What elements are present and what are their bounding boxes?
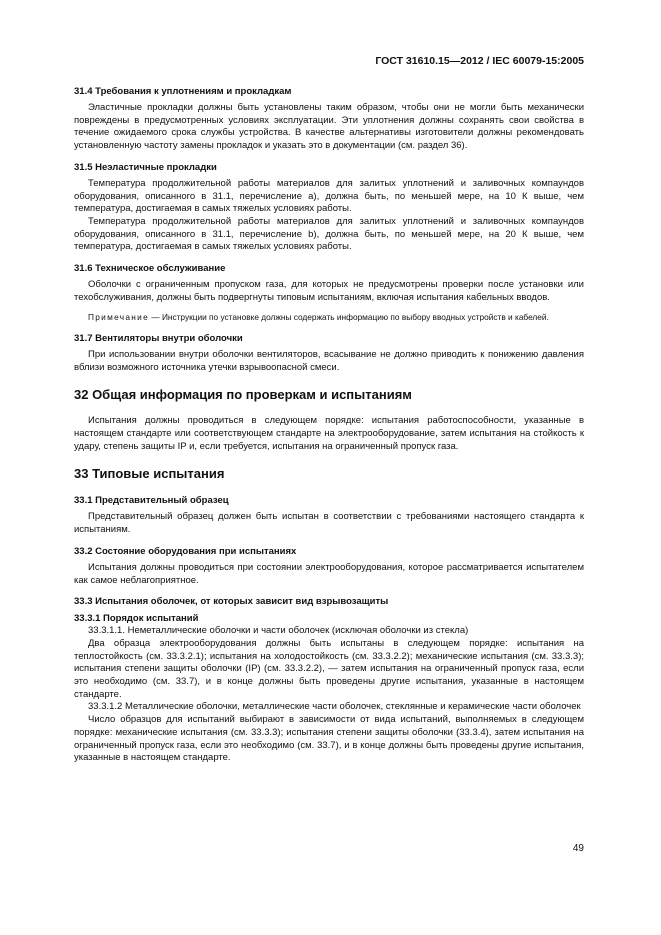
- section-33-1-paragraph: Представительный образец должен быть испытан в соответствии с требованиями настоящего стандарта к испытаниям.: [74, 511, 584, 536]
- section-32-title: 32 Общая информация по проверкам и испытаниям: [74, 387, 412, 403]
- document-header: ГОСТ 31610.15—2012 / IEC 60079-15:2005: [375, 55, 584, 67]
- section-33-3-1-1-heading: 33.3.1.1. Неметаллические оболочки и части оболочек (исключая оболочки из стекла): [88, 625, 469, 637]
- note-text: — Инструкции по установке должны содержать информацию по выбору вводных устройств и кабелей.: [149, 312, 549, 323]
- section-31-7-title: 31.7 Вентиляторы внутри оболочки: [74, 332, 243, 344]
- section-31-7-paragraph: При использовании внутри оболочки вентиляторов, всасывание не должно приводить к понижению давления вблизи возможного источника утечки взрывоопасной смеси.: [74, 348, 584, 373]
- document-page: [74, 55, 584, 765]
- section-33-title: 33 Типовые испытания: [74, 466, 225, 482]
- section-33-1-title: 33.1 Представительный образец: [74, 495, 229, 507]
- section-33-3-1-1-paragraph: Два образца электрооборудования должны быть испытаны в следующем порядке: испытания на теплостойкость (см. 33.3.2.1); испытания на холодостойкость (см. 33.3.2.2); механические испытания (см. 33.3.3); испытания степени защиты оболочки (IP) (см. 33.3.2.2), — затем испытания на ограниченный пропуск газа, если это необходимо (см. 33.7), и в конце должны быть проведены другие испытания, указанные в настоящем стандарте.: [74, 637, 584, 700]
- section-31-4-title: 31.4 Требования к уплотнениям и прокладкам: [74, 86, 292, 97]
- section-31-6-title: 31.6 Техническое обслуживание: [74, 263, 226, 275]
- section-31-5-paragraph-2: Температура продолжительной работы материалов для залитых уплотнений и заливочных компаундов оборудования, описанного в 31.1, перечисление b), должна быть, по меньшей мере, на 20 К выше, чем температура, достигаемая в самых тяжелых условиях работы.: [74, 215, 584, 253]
- note-label: Примечание: [88, 312, 150, 323]
- section-31-6-paragraph: Оболочки с ограниченным пропуском газа, для которых не предусмотрены проверки после установки или техобслуживания, должны быть подвергнуты типовым испытаниям, включая испытания кабельных вводов.: [74, 279, 584, 303]
- section-33-2-title: 33.2 Состояние оборудования при испытаниях: [74, 545, 297, 557]
- section-31-4-paragraph: Эластичные прокладки должны быть установлены таким образом, чтобы они не могли быть механически повреждены в предусмотренных условиях эксплуатации. Эти уплотнения должны сохранять свои свойства в течение ожидаемого срока службы устройства. В качестве альтернативы изготовители должны рекомендовать установленную частоту замены прокладок и указать это в документации (см. раздел 36).: [74, 102, 584, 152]
- section-33-3-title: 33.3 Испытания оболочек, от которых зависит вид взрывозащиты: [74, 596, 389, 608]
- section-33-3-1-2-paragraph: Число образцов для испытаний выбирают в зависимости от вида испытаний, выполняемых в следующем порядке: механические испытания (см. 33.3.3); испытания степени защиты оболочки (33.3.4), затем испытания на ограниченный пропуск газа, если это необходимо (см. 33.7), и в конце должны быть проведены другие испытания, указанные в настоящем стандарте.: [74, 714, 584, 764]
- section-31-5-title: 31.5 Неэластичные прокладки: [74, 161, 217, 173]
- page-number: 49: [572, 843, 584, 854]
- section-32-paragraph: Испытания должны проводиться в следующем порядке: испытания работоспособности, указанные в настоящем стандарте или соответствующем стандарте на электрооборудование, затем испытания на стойкость к удару, степень защиты IP и, если требуется, испытания на ограниченный пропуск газа.: [74, 415, 584, 452]
- section-31-6-note: [74, 312, 584, 324]
- section-33-3-1-title: 33.3.1 Порядок испытаний: [74, 613, 199, 625]
- section-33-3-1-2-heading: 33.3.1.2 Металлические оболочки, металлические части оболочек, стеклянные и керамические части оболочек: [88, 701, 581, 713]
- section-33-2-paragraph: Испытания должны проводиться при состоянии электрооборудования, которое рассматривается испытателем как самое неблагоприятное.: [74, 561, 584, 586]
- section-31-5-paragraph-1: Температура продолжительной работы материалов для залитых уплотнений и заливочных компаундов оборудования, описанного в 31.1, перечисление а), должна быть, по меньшей мере, на 10 К выше, чем температура, достигаемая в самых тяжелых условиях работы.: [74, 177, 584, 215]
